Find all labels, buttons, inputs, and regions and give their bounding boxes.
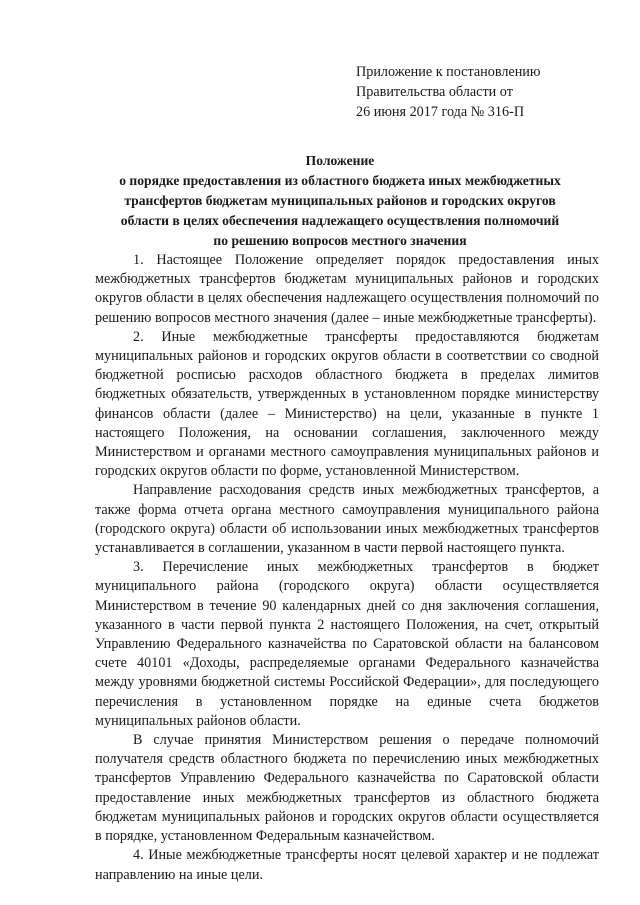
appendix-line-1: Приложение к постановлению: [356, 64, 541, 80]
title-line-3: области в целях обеспечения надлежащего осуществления полномочий: [120, 213, 560, 228]
appendix-line-2: Правительства области от: [356, 84, 513, 100]
paragraph-2-part-2: Направление расходования средств иных межбюджетных трансфертов, а также форма отчета органа местного самоуправления муниципального района (городского округа) области об использовании иных межбюджетных трансфертов устанавливается в соглашении, указанном в части первой настоящего пункта.: [95, 482, 599, 557]
appendix-reference: [356, 62, 616, 122]
paragraph-3-part-2: В случае принятия Министерством решения о передаче полномочий получателя средств областного бюджета по перечислению иных межбюджетных трансфертов Управлению Федерального казначейства по Саратовской области предоставление иных межбюджетных трансфертов из областного бюджета бюджетам муниципальных районов и городских округов области осуществляется в порядке, установленном Федеральным казначейством.: [95, 732, 599, 845]
appendix-line-3: 26 июня 2017 года № 316-П: [356, 104, 525, 120]
title-line-4: по решению вопросов местного значения: [213, 233, 467, 248]
paragraph-2: 2. Иные межбюджетные трансферты предоставляются бюджетам муниципальных районов и городских округов области в соответствии со сводной бюджетной росписью расходов областного бюджета в пределах лимитов бюджетных обязательств, утвержденных в установленном порядке министерству финансов области (далее – Министерство) на цели, указанные в пункте 1 настоящего Положения, на основании соглашения, заключенного между Министерством и органами местного самоуправления муниципальных районов и городских округов области по форме, установленной Министерством.: [95, 328, 599, 480]
title-line-1: о порядке предоставления из областного бюджета иных межбюджетных: [119, 173, 561, 188]
document-body: [95, 251, 599, 885]
title-heading: Положение: [305, 153, 375, 168]
paragraph-1: 1. Настоящее Положение определяет порядок предоставления иных межбюджетных трансфертов бюджетам муниципальных районов и городских округов области в целях обеспечения надлежащего осуществления полномочий по решению вопросов местного значения (далее – иные межбюджетные трансферты).: [95, 252, 599, 326]
paragraph-4: 4. Иные межбюджетные трансферты носят целевой характер и не подлежат направлению на иные цели.: [95, 847, 599, 883]
paragraph-3: 3. Перечисление иных межбюджетных трансфертов в бюджет муниципального района (городского округа) области осуществляется Министерством в течение 90 календарных дней со дня заключения соглашения, указанного в части первой пункта 2 настоящего Положения, на счет, открытый Управлению Федерального казначейства по Саратовской области на балансовом счете 40101 «Доходы, распределяемые органами Федерального казначейства между уровнями бюджетной системы Российской Федерации», для последующего перечисления в установленном порядке на единые счета бюджетов муниципальных районов области.: [95, 559, 599, 729]
title-line-2: трансфертов бюджетам муниципальных районов и городских округов: [124, 193, 556, 208]
document-title: [60, 151, 620, 251]
